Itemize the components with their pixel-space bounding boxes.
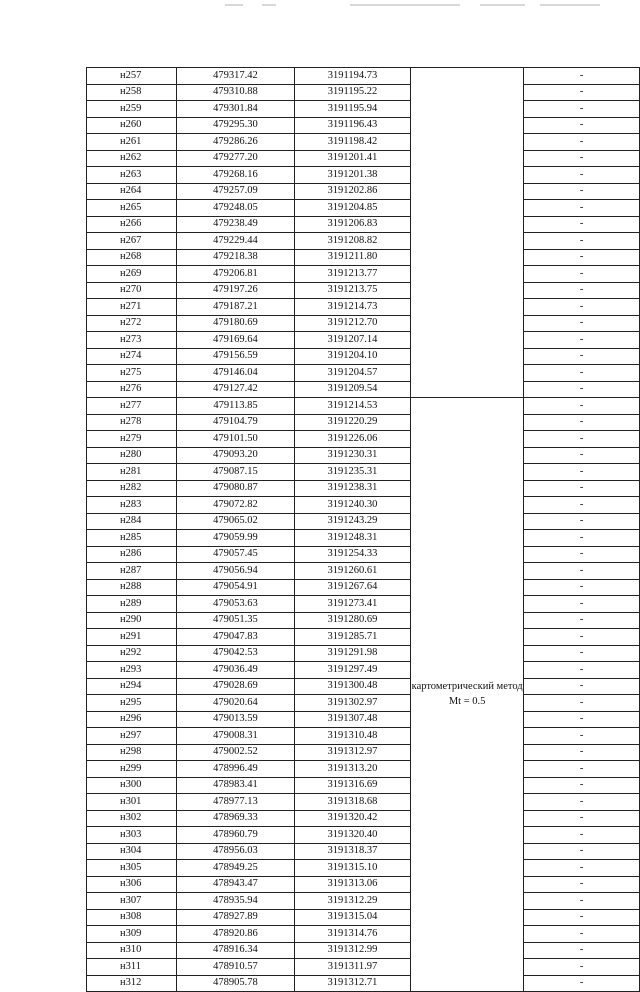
value-cell: - bbox=[524, 777, 640, 794]
value-cell: - bbox=[524, 200, 640, 217]
table-row bbox=[87, 365, 640, 382]
scan-artifact bbox=[225, 4, 243, 6]
x-coordinate-cell: 478983.41 bbox=[177, 777, 295, 794]
value-cell: - bbox=[524, 530, 640, 547]
y-coordinate-cell: 3191267.64 bbox=[294, 579, 410, 596]
point-id-cell: н268 bbox=[87, 249, 177, 266]
point-id-cell: н308 bbox=[87, 909, 177, 926]
value-cell: - bbox=[524, 678, 640, 695]
x-coordinate-cell: 478960.79 bbox=[177, 827, 295, 844]
point-id-cell: н286 bbox=[87, 546, 177, 563]
value-cell: - bbox=[524, 497, 640, 514]
value-cell: - bbox=[524, 398, 640, 415]
table-row bbox=[87, 579, 640, 596]
x-coordinate-cell: 479057.45 bbox=[177, 546, 295, 563]
y-coordinate-cell: 3191202.86 bbox=[294, 183, 410, 200]
table-row bbox=[87, 959, 640, 976]
value-cell: - bbox=[524, 794, 640, 811]
y-coordinate-cell: 3191198.42 bbox=[294, 134, 410, 151]
table-row bbox=[87, 942, 640, 959]
value-cell: - bbox=[524, 431, 640, 448]
table-row bbox=[87, 84, 640, 101]
value-cell: - bbox=[524, 84, 640, 101]
y-coordinate-cell: 3191240.30 bbox=[294, 497, 410, 514]
point-id-cell: н265 bbox=[87, 200, 177, 217]
y-coordinate-cell: 3191285.71 bbox=[294, 629, 410, 646]
x-coordinate-cell: 479197.26 bbox=[177, 282, 295, 299]
point-id-cell: н280 bbox=[87, 447, 177, 464]
table-row bbox=[87, 150, 640, 167]
y-coordinate-cell: 3191310.48 bbox=[294, 728, 410, 745]
x-coordinate-cell: 479042.53 bbox=[177, 645, 295, 662]
value-cell: - bbox=[524, 167, 640, 184]
x-coordinate-cell: 479054.91 bbox=[177, 579, 295, 596]
table-row bbox=[87, 167, 640, 184]
y-coordinate-cell: 3191220.29 bbox=[294, 414, 410, 431]
value-cell: - bbox=[524, 563, 640, 580]
point-id-cell: н283 bbox=[87, 497, 177, 514]
table-row bbox=[87, 398, 640, 415]
point-id-cell: н277 bbox=[87, 398, 177, 415]
x-coordinate-cell: 479238.49 bbox=[177, 216, 295, 233]
x-coordinate-cell: 478943.47 bbox=[177, 876, 295, 893]
point-id-cell: н299 bbox=[87, 761, 177, 778]
table-row bbox=[87, 711, 640, 728]
y-coordinate-cell: 3191254.33 bbox=[294, 546, 410, 563]
value-cell: - bbox=[524, 134, 640, 151]
table-row bbox=[87, 348, 640, 365]
value-cell: - bbox=[524, 596, 640, 613]
value-cell: - bbox=[524, 233, 640, 250]
y-coordinate-cell: 3191213.75 bbox=[294, 282, 410, 299]
x-coordinate-cell: 479180.69 bbox=[177, 315, 295, 332]
scan-artifact bbox=[350, 4, 460, 6]
y-coordinate-cell: 3191320.40 bbox=[294, 827, 410, 844]
y-coordinate-cell: 3191213.77 bbox=[294, 266, 410, 283]
value-cell: - bbox=[524, 579, 640, 596]
table-row bbox=[87, 530, 640, 547]
table-row bbox=[87, 233, 640, 250]
table-row bbox=[87, 68, 640, 85]
x-coordinate-cell: 479187.21 bbox=[177, 299, 295, 316]
y-coordinate-cell: 3191312.97 bbox=[294, 744, 410, 761]
y-coordinate-cell: 3191235.31 bbox=[294, 464, 410, 481]
value-cell: - bbox=[524, 893, 640, 910]
x-coordinate-cell: 479218.38 bbox=[177, 249, 295, 266]
y-coordinate-cell: 3191194.73 bbox=[294, 68, 410, 85]
point-id-cell: н288 bbox=[87, 579, 177, 596]
y-coordinate-cell: 3191315.04 bbox=[294, 909, 410, 926]
point-id-cell: н292 bbox=[87, 645, 177, 662]
value-cell: - bbox=[524, 942, 640, 959]
x-coordinate-cell: 478969.33 bbox=[177, 810, 295, 827]
y-coordinate-cell: 3191313.06 bbox=[294, 876, 410, 893]
point-id-cell: н275 bbox=[87, 365, 177, 382]
y-coordinate-cell: 3191316.69 bbox=[294, 777, 410, 794]
point-id-cell: н293 bbox=[87, 662, 177, 679]
point-id-cell: н287 bbox=[87, 563, 177, 580]
x-coordinate-cell: 478916.34 bbox=[177, 942, 295, 959]
y-coordinate-cell: 3191312.99 bbox=[294, 942, 410, 959]
value-cell: - bbox=[524, 365, 640, 382]
y-coordinate-cell: 3191302.97 bbox=[294, 695, 410, 712]
y-coordinate-cell: 3191207.14 bbox=[294, 332, 410, 349]
point-id-cell: н278 bbox=[87, 414, 177, 431]
x-coordinate-cell: 478996.49 bbox=[177, 761, 295, 778]
x-coordinate-cell: 479002.52 bbox=[177, 744, 295, 761]
x-coordinate-cell: 479065.02 bbox=[177, 513, 295, 530]
table-row bbox=[87, 744, 640, 761]
value-cell: - bbox=[524, 282, 640, 299]
table-row bbox=[87, 546, 640, 563]
point-id-cell: н291 bbox=[87, 629, 177, 646]
table-row bbox=[87, 563, 640, 580]
value-cell: - bbox=[524, 612, 640, 629]
value-cell: - bbox=[524, 827, 640, 844]
y-coordinate-cell: 3191209.54 bbox=[294, 381, 410, 398]
table-row bbox=[87, 315, 640, 332]
table-row bbox=[87, 117, 640, 134]
point-id-cell: н273 bbox=[87, 332, 177, 349]
x-coordinate-cell: 479020.64 bbox=[177, 695, 295, 712]
value-cell: - bbox=[524, 695, 640, 712]
value-cell: - bbox=[524, 711, 640, 728]
y-coordinate-cell: 3191315.10 bbox=[294, 860, 410, 877]
value-cell: - bbox=[524, 728, 640, 745]
table-row bbox=[87, 761, 640, 778]
x-coordinate-cell: 479093.20 bbox=[177, 447, 295, 464]
x-coordinate-cell: 479101.50 bbox=[177, 431, 295, 448]
x-coordinate-cell: 479206.81 bbox=[177, 266, 295, 283]
point-id-cell: н260 bbox=[87, 117, 177, 134]
y-coordinate-cell: 3191206.83 bbox=[294, 216, 410, 233]
x-coordinate-cell: 479229.44 bbox=[177, 233, 295, 250]
x-coordinate-cell: 479028.69 bbox=[177, 678, 295, 695]
table-row bbox=[87, 134, 640, 151]
table-row bbox=[87, 464, 640, 481]
point-id-cell: н295 bbox=[87, 695, 177, 712]
table-row bbox=[87, 431, 640, 448]
x-coordinate-cell: 479059.99 bbox=[177, 530, 295, 547]
point-id-cell: н262 bbox=[87, 150, 177, 167]
x-coordinate-cell: 479310.88 bbox=[177, 84, 295, 101]
x-coordinate-cell: 479051.35 bbox=[177, 612, 295, 629]
y-coordinate-cell: 3191314.76 bbox=[294, 926, 410, 943]
x-coordinate-cell: 478956.03 bbox=[177, 843, 295, 860]
value-cell: - bbox=[524, 414, 640, 431]
table-row bbox=[87, 183, 640, 200]
x-coordinate-cell: 479295.30 bbox=[177, 117, 295, 134]
y-coordinate-cell: 3191204.85 bbox=[294, 200, 410, 217]
value-cell: - bbox=[524, 447, 640, 464]
y-coordinate-cell: 3191208.82 bbox=[294, 233, 410, 250]
point-id-cell: н259 bbox=[87, 101, 177, 118]
table-row bbox=[87, 909, 640, 926]
x-coordinate-cell: 479277.20 bbox=[177, 150, 295, 167]
y-coordinate-cell: 3191214.73 bbox=[294, 299, 410, 316]
x-coordinate-cell: 479072.82 bbox=[177, 497, 295, 514]
point-id-cell: н290 bbox=[87, 612, 177, 629]
table-row bbox=[87, 975, 640, 992]
x-coordinate-cell: 479013.59 bbox=[177, 711, 295, 728]
y-coordinate-cell: 3191318.68 bbox=[294, 794, 410, 811]
point-id-cell: н258 bbox=[87, 84, 177, 101]
x-coordinate-cell: 479104.79 bbox=[177, 414, 295, 431]
point-id-cell: н271 bbox=[87, 299, 177, 316]
x-coordinate-cell: 479268.16 bbox=[177, 167, 295, 184]
value-cell: - bbox=[524, 909, 640, 926]
value-cell: - bbox=[524, 645, 640, 662]
value-cell: - bbox=[524, 744, 640, 761]
point-id-cell: н302 bbox=[87, 810, 177, 827]
y-coordinate-cell: 3191300.48 bbox=[294, 678, 410, 695]
table-row bbox=[87, 926, 640, 943]
table-row bbox=[87, 777, 640, 794]
y-coordinate-cell: 3191313.20 bbox=[294, 761, 410, 778]
x-coordinate-cell: 479317.42 bbox=[177, 68, 295, 85]
value-cell: - bbox=[524, 843, 640, 860]
y-coordinate-cell: 3191312.71 bbox=[294, 975, 410, 992]
value-cell: - bbox=[524, 860, 640, 877]
x-coordinate-cell: 478920.86 bbox=[177, 926, 295, 943]
value-cell: - bbox=[524, 629, 640, 646]
y-coordinate-cell: 3191291.98 bbox=[294, 645, 410, 662]
x-coordinate-cell: 479087.15 bbox=[177, 464, 295, 481]
table-row bbox=[87, 332, 640, 349]
y-coordinate-cell: 3191201.38 bbox=[294, 167, 410, 184]
x-coordinate-cell: 479156.59 bbox=[177, 348, 295, 365]
table-row bbox=[87, 893, 640, 910]
table-row bbox=[87, 612, 640, 629]
x-coordinate-cell: 478977.13 bbox=[177, 794, 295, 811]
value-cell: - bbox=[524, 315, 640, 332]
y-coordinate-cell: 3191212.70 bbox=[294, 315, 410, 332]
y-coordinate-cell: 3191320.42 bbox=[294, 810, 410, 827]
x-coordinate-cell: 478910.57 bbox=[177, 959, 295, 976]
point-id-cell: н300 bbox=[87, 777, 177, 794]
table-row bbox=[87, 299, 640, 316]
point-id-cell: н261 bbox=[87, 134, 177, 151]
point-id-cell: н263 bbox=[87, 167, 177, 184]
x-coordinate-cell: 479036.49 bbox=[177, 662, 295, 679]
point-id-cell: н304 bbox=[87, 843, 177, 860]
x-coordinate-cell: 479301.84 bbox=[177, 101, 295, 118]
table-row bbox=[87, 249, 640, 266]
y-coordinate-cell: 3191238.31 bbox=[294, 480, 410, 497]
point-id-cell: н272 bbox=[87, 315, 177, 332]
y-coordinate-cell: 3191260.61 bbox=[294, 563, 410, 580]
x-coordinate-cell: 479008.31 bbox=[177, 728, 295, 745]
value-cell: - bbox=[524, 299, 640, 316]
table-row bbox=[87, 794, 640, 811]
point-id-cell: н306 bbox=[87, 876, 177, 893]
point-id-cell: н297 bbox=[87, 728, 177, 745]
y-coordinate-cell: 3191214.53 bbox=[294, 398, 410, 415]
point-id-cell: н301 bbox=[87, 794, 177, 811]
point-id-cell: н307 bbox=[87, 893, 177, 910]
table-row bbox=[87, 513, 640, 530]
value-cell: - bbox=[524, 464, 640, 481]
value-cell: - bbox=[524, 117, 640, 134]
table-row bbox=[87, 596, 640, 613]
table-row bbox=[87, 447, 640, 464]
coordinates-table bbox=[86, 67, 640, 992]
y-coordinate-cell: 3191195.22 bbox=[294, 84, 410, 101]
scan-artifact bbox=[480, 4, 525, 6]
table-row bbox=[87, 480, 640, 497]
table-row bbox=[87, 101, 640, 118]
point-id-cell: н282 bbox=[87, 480, 177, 497]
y-coordinate-cell: 3191248.31 bbox=[294, 530, 410, 547]
value-cell: - bbox=[524, 348, 640, 365]
point-id-cell: н289 bbox=[87, 596, 177, 613]
value-cell: - bbox=[524, 876, 640, 893]
point-id-cell: н269 bbox=[87, 266, 177, 283]
table-row bbox=[87, 662, 640, 679]
y-coordinate-cell: 3191243.29 bbox=[294, 513, 410, 530]
value-cell: - bbox=[524, 513, 640, 530]
y-coordinate-cell: 3191211.80 bbox=[294, 249, 410, 266]
table-row bbox=[87, 827, 640, 844]
point-id-cell: н303 bbox=[87, 827, 177, 844]
x-coordinate-cell: 479053.63 bbox=[177, 596, 295, 613]
point-id-cell: н276 bbox=[87, 381, 177, 398]
scan-artifact bbox=[262, 4, 276, 6]
value-cell: - bbox=[524, 183, 640, 200]
point-id-cell: н310 bbox=[87, 942, 177, 959]
value-cell: - bbox=[524, 810, 640, 827]
value-cell: - bbox=[524, 101, 640, 118]
point-id-cell: н279 bbox=[87, 431, 177, 448]
x-coordinate-cell: 479080.87 bbox=[177, 480, 295, 497]
y-coordinate-cell: 3191226.06 bbox=[294, 431, 410, 448]
x-coordinate-cell: 479127.42 bbox=[177, 381, 295, 398]
value-cell: - bbox=[524, 381, 640, 398]
method-cell-empty bbox=[411, 68, 524, 398]
table-row bbox=[87, 200, 640, 217]
y-coordinate-cell: 3191307.48 bbox=[294, 711, 410, 728]
table-row bbox=[87, 282, 640, 299]
y-coordinate-cell: 3191204.10 bbox=[294, 348, 410, 365]
point-id-cell: н311 bbox=[87, 959, 177, 976]
point-id-cell: н294 bbox=[87, 678, 177, 695]
point-id-cell: н264 bbox=[87, 183, 177, 200]
value-cell: - bbox=[524, 761, 640, 778]
point-id-cell: н274 bbox=[87, 348, 177, 365]
point-id-cell: н305 bbox=[87, 860, 177, 877]
x-coordinate-cell: 479169.64 bbox=[177, 332, 295, 349]
point-id-cell: н257 bbox=[87, 68, 177, 85]
table-row bbox=[87, 860, 640, 877]
table-row bbox=[87, 843, 640, 860]
value-cell: - bbox=[524, 332, 640, 349]
table-row bbox=[87, 678, 640, 695]
y-coordinate-cell: 3191196.43 bbox=[294, 117, 410, 134]
y-coordinate-cell: 3191297.49 bbox=[294, 662, 410, 679]
y-coordinate-cell: 3191230.31 bbox=[294, 447, 410, 464]
table-row bbox=[87, 810, 640, 827]
value-cell: - bbox=[524, 249, 640, 266]
table-row bbox=[87, 629, 640, 646]
y-coordinate-cell: 3191318.37 bbox=[294, 843, 410, 860]
table-row bbox=[87, 876, 640, 893]
table-row bbox=[87, 497, 640, 514]
x-coordinate-cell: 478905.78 bbox=[177, 975, 295, 992]
x-coordinate-cell: 479056.94 bbox=[177, 563, 295, 580]
coordinates-table-body bbox=[87, 68, 640, 992]
value-cell: - bbox=[524, 266, 640, 283]
scan-artifact bbox=[540, 4, 600, 6]
point-id-cell: н266 bbox=[87, 216, 177, 233]
x-coordinate-cell: 478949.25 bbox=[177, 860, 295, 877]
point-id-cell: н312 bbox=[87, 975, 177, 992]
y-coordinate-cell: 3191280.69 bbox=[294, 612, 410, 629]
point-id-cell: н298 bbox=[87, 744, 177, 761]
y-coordinate-cell: 3191204.57 bbox=[294, 365, 410, 382]
x-coordinate-cell: 479286.26 bbox=[177, 134, 295, 151]
point-id-cell: н267 bbox=[87, 233, 177, 250]
point-id-cell: н270 bbox=[87, 282, 177, 299]
x-coordinate-cell: 479248.05 bbox=[177, 200, 295, 217]
value-cell: - bbox=[524, 975, 640, 992]
x-coordinate-cell: 478935.94 bbox=[177, 893, 295, 910]
value-cell: - bbox=[524, 662, 640, 679]
value-cell: - bbox=[524, 959, 640, 976]
table-row bbox=[87, 728, 640, 745]
table-row bbox=[87, 216, 640, 233]
x-coordinate-cell: 479047.83 bbox=[177, 629, 295, 646]
value-cell: - bbox=[524, 216, 640, 233]
table-row bbox=[87, 266, 640, 283]
x-coordinate-cell: 478927.89 bbox=[177, 909, 295, 926]
method-cell: картометрический метод Mt = 0.5 bbox=[411, 398, 524, 992]
table-row bbox=[87, 414, 640, 431]
value-cell: - bbox=[524, 68, 640, 85]
y-coordinate-cell: 3191311.97 bbox=[294, 959, 410, 976]
point-id-cell: н309 bbox=[87, 926, 177, 943]
table-row bbox=[87, 645, 640, 662]
point-id-cell: н281 bbox=[87, 464, 177, 481]
point-id-cell: н284 bbox=[87, 513, 177, 530]
x-coordinate-cell: 479257.09 bbox=[177, 183, 295, 200]
value-cell: - bbox=[524, 546, 640, 563]
y-coordinate-cell: 3191312.29 bbox=[294, 893, 410, 910]
point-id-cell: н296 bbox=[87, 711, 177, 728]
value-cell: - bbox=[524, 926, 640, 943]
value-cell: - bbox=[524, 150, 640, 167]
point-id-cell: н285 bbox=[87, 530, 177, 547]
table-row bbox=[87, 695, 640, 712]
table-row bbox=[87, 381, 640, 398]
y-coordinate-cell: 3191201.41 bbox=[294, 150, 410, 167]
y-coordinate-cell: 3191195.94 bbox=[294, 101, 410, 118]
value-cell: - bbox=[524, 480, 640, 497]
y-coordinate-cell: 3191273.41 bbox=[294, 596, 410, 613]
x-coordinate-cell: 479146.04 bbox=[177, 365, 295, 382]
x-coordinate-cell: 479113.85 bbox=[177, 398, 295, 415]
